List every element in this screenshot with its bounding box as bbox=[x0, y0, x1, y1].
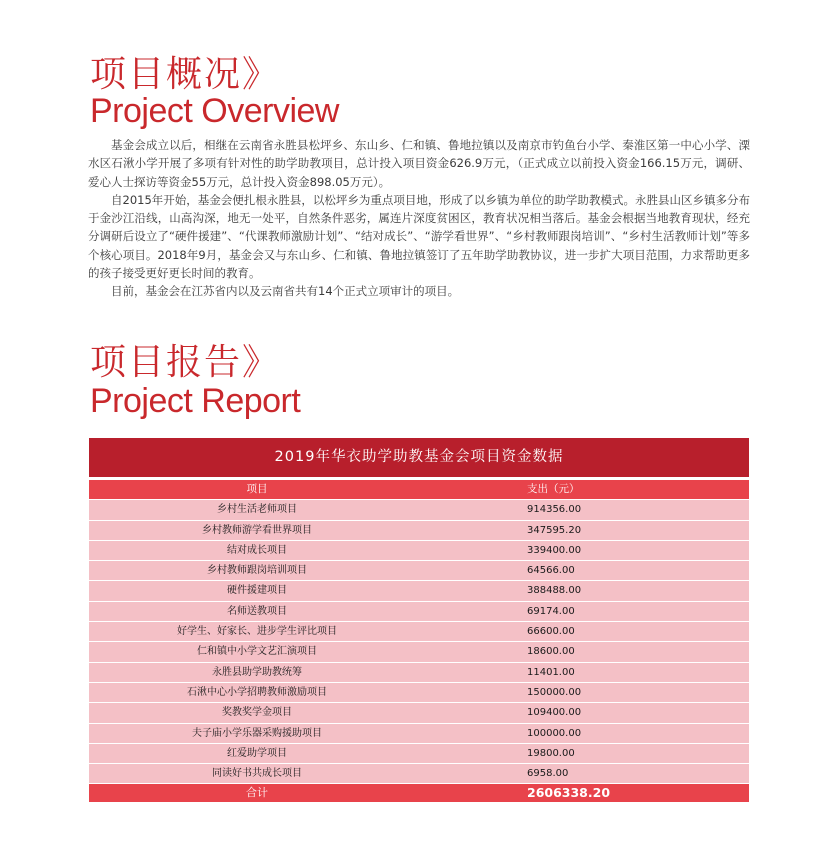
row-project-name: 名师送教项目 bbox=[227, 605, 287, 617]
row-amount: 914356.00 bbox=[527, 504, 582, 516]
row-amount: 150000.00 bbox=[527, 686, 582, 698]
total-label: 合计 bbox=[246, 786, 268, 800]
row-amount: 19800.00 bbox=[527, 747, 575, 759]
table-row bbox=[89, 561, 749, 580]
row-amount: 109400.00 bbox=[527, 707, 582, 719]
row-project-name: 乡村教师跟岗培训项目 bbox=[207, 565, 307, 577]
row-project-name: 好学生、好家长、进步学生评比项目 bbox=[177, 626, 337, 638]
row-project-name: 乡村生活老师项目 bbox=[217, 504, 297, 516]
row-amount: 18600.00 bbox=[527, 646, 575, 658]
row-project-name: 乡村教师游学看世界项目 bbox=[202, 524, 312, 536]
row-project-name: 奖教奖学金项目 bbox=[222, 707, 292, 719]
funding-table bbox=[89, 438, 749, 802]
table-row bbox=[89, 622, 749, 641]
row-project-name: 同读好书共成长项目 bbox=[212, 768, 302, 780]
header-amount: 支出（元） bbox=[527, 483, 580, 495]
row-project-name: 永胜县助学助教统筹 bbox=[212, 666, 302, 678]
table-header-row bbox=[89, 480, 749, 499]
overview-paragraph-1: 基金会成立以后，相继在云南省永胜县松坪乡、东山乡、仁和镇、鲁地拉镇以及南京市钓鱼台小学、秦淮区第一中心小学、溧水区石湫小学开展了多项有针对性的助学助教项目，总计投入项目资金626.9万元，（正式成立以前投入资金166.15万元，调研、爱心人士探访等资金55万元，总计投入资金898.05万元）。 bbox=[88, 138, 750, 189]
report-heading-en: Project Report bbox=[90, 382, 301, 420]
overview-heading-cn: 项目概况》 bbox=[90, 54, 281, 95]
row-amount: 339400.00 bbox=[527, 544, 582, 556]
overview-paragraph-3: 目前，基金会在江苏省内以及云南省共有14个正式立项审计的项目。 bbox=[111, 284, 460, 299]
table-row bbox=[89, 541, 749, 560]
row-project-name: 夫子庙小学乐器采购援助项目 bbox=[192, 727, 322, 739]
row-project-name: 石湫中心小学招聘教师激励项目 bbox=[187, 686, 327, 698]
row-amount: 388488.00 bbox=[527, 585, 582, 597]
row-project-name: 仁和镇中小学文艺汇演项目 bbox=[197, 646, 317, 658]
table-row bbox=[89, 703, 749, 722]
table-row bbox=[89, 581, 749, 600]
row-project-name: 硬件援建项目 bbox=[227, 585, 287, 597]
table-row bbox=[89, 500, 749, 519]
table-row bbox=[89, 602, 749, 621]
table-row bbox=[89, 663, 749, 682]
header-project: 项目 bbox=[246, 483, 268, 495]
row-amount: 66600.00 bbox=[527, 626, 575, 638]
overview-body bbox=[88, 136, 750, 301]
table-total-row bbox=[89, 784, 749, 802]
row-amount: 69174.00 bbox=[527, 605, 575, 617]
table-body bbox=[89, 500, 749, 783]
row-amount: 64566.00 bbox=[527, 565, 575, 577]
overview-paragraph-2: 自2015年开始，基金会便扎根永胜县，以松坪乡为重点项目地，形成了以乡镇为单位的助学助教模式。永胜县山区乡镇多分布于金沙江沿线，山高沟深，地无一处平，自然条件恶劣，属连片深度贫困区，教育状况相当落后。基金会根据当地教育现状，经充分调研后设立了“硬件援建”、“代课教师激励计划”、“结对成长”、“游学看世界”、“乡村教师跟岗培训”、“乡村生活教师计划”等多个核心项目。2018年9月，基金会又与东山乡、仁和镇、鲁地拉镇签订了五年助学助教协议，进一步扩大项目范围，力求帮助更多的孩子接受更好更长时间的教育。 bbox=[88, 192, 750, 281]
total-amount: 2606338.20 bbox=[527, 785, 611, 801]
row-amount: 6958.00 bbox=[527, 768, 569, 780]
row-project-name: 结对成长项目 bbox=[227, 544, 287, 556]
table-row bbox=[89, 642, 749, 661]
table-row bbox=[89, 744, 749, 763]
row-amount: 347595.20 bbox=[527, 524, 582, 536]
row-project-name: 红爱助学项目 bbox=[227, 747, 287, 759]
table-row bbox=[89, 683, 749, 702]
row-amount: 11401.00 bbox=[527, 666, 575, 678]
table-row bbox=[89, 724, 749, 743]
table-row bbox=[89, 521, 749, 540]
row-amount: 100000.00 bbox=[527, 727, 582, 739]
table-title: 2019年华衣助学助教基金会项目资金数据 bbox=[89, 438, 749, 477]
report-heading-cn: 项目报告》 bbox=[90, 342, 281, 383]
overview-heading-en: Project Overview bbox=[90, 92, 339, 130]
table-row bbox=[89, 764, 749, 783]
